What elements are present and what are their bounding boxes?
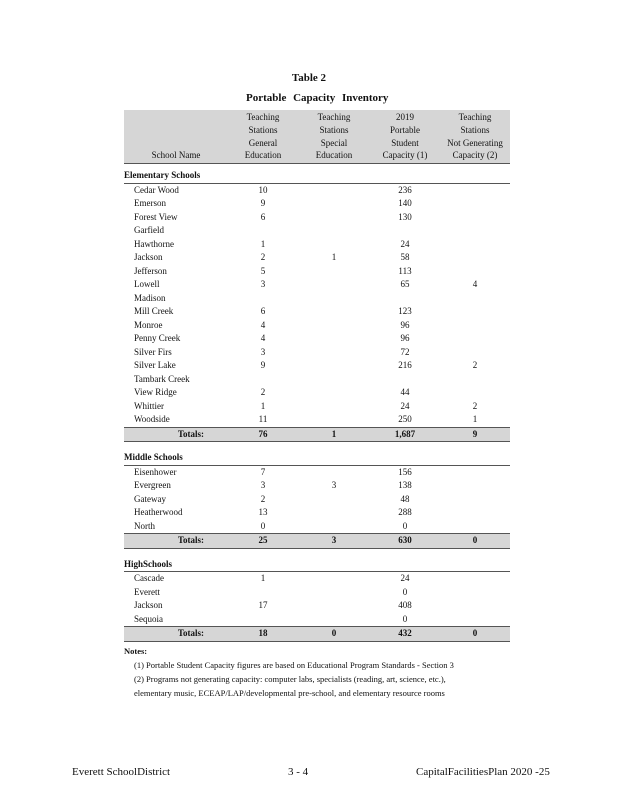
footer-page-number: 3 - 4	[288, 766, 309, 778]
value-cell: 140	[398, 198, 412, 209]
totals-value: 25	[228, 534, 298, 549]
value-cell	[298, 373, 370, 387]
header-portable-capacity: 2019 Portable Student Capacity (1)	[370, 110, 440, 164]
value-cell	[440, 572, 510, 586]
value-cell: 130	[398, 211, 412, 222]
capacity-inventory-table	[124, 110, 510, 642]
value-cell: 1	[331, 252, 337, 263]
table-row	[124, 386, 510, 400]
school-name-cell: Lowell	[134, 279, 160, 290]
value-cell	[370, 292, 440, 306]
value-cell	[440, 520, 510, 534]
school-name-cell: Woodside	[134, 414, 170, 425]
value-cell	[440, 238, 510, 252]
table-row	[124, 572, 510, 586]
totals-value: 3	[298, 534, 370, 549]
table-row	[124, 265, 510, 279]
value-cell	[298, 613, 370, 627]
value-cell	[440, 183, 510, 197]
value-cell: 0	[260, 520, 266, 531]
value-cell: 1	[472, 414, 478, 425]
table-row	[124, 346, 510, 360]
value-cell: 58	[400, 252, 410, 263]
table-title: Portable Capacity Inventory	[246, 92, 389, 104]
value-cell	[440, 613, 510, 627]
value-cell: 138	[398, 480, 412, 491]
value-cell	[440, 211, 510, 225]
value-cell	[440, 197, 510, 211]
value-cell: 10	[258, 184, 268, 195]
value-cell: 72	[400, 346, 410, 357]
value-cell: 9	[260, 360, 266, 371]
value-cell: 2	[260, 387, 266, 398]
header-school-name: School Name	[124, 110, 228, 164]
school-name-cell: Jackson	[134, 252, 163, 263]
totals-value: 432	[370, 627, 440, 642]
value-cell: 1	[260, 238, 266, 249]
notes-heading: Notes:	[124, 646, 148, 656]
value-cell: 156	[398, 466, 412, 477]
school-name-cell: Silver Lake	[134, 360, 176, 371]
value-cell: 2	[260, 252, 266, 263]
totals-value: 630	[370, 534, 440, 549]
school-name-cell: Madison	[134, 292, 166, 303]
value-cell: 24	[400, 400, 410, 411]
value-cell	[228, 292, 298, 306]
value-cell: 288	[398, 507, 412, 518]
table-row	[124, 305, 510, 319]
table-row	[124, 197, 510, 211]
table-row	[124, 332, 510, 346]
table-row	[124, 359, 510, 373]
value-cell: 236	[398, 184, 412, 195]
totals-row	[124, 534, 510, 549]
value-cell	[228, 586, 298, 600]
totals-value: 0	[440, 627, 510, 642]
value-cell: 4	[260, 319, 266, 330]
value-cell	[298, 586, 370, 600]
totals-label: Totals:	[124, 627, 228, 642]
value-cell	[298, 224, 370, 238]
value-cell	[440, 373, 510, 387]
value-cell: 0	[402, 520, 408, 531]
header-special-education: Teaching Stations Special Education	[298, 110, 370, 164]
value-cell: 4	[260, 333, 266, 344]
value-cell	[440, 479, 510, 493]
note-line: elementary music, ECEAP/LAP/developmental pre-school, and elementary resource rooms	[134, 688, 445, 698]
table-row	[124, 599, 510, 613]
table-row	[124, 479, 510, 493]
table-row	[124, 465, 510, 479]
value-cell	[298, 183, 370, 197]
note-line: (2) Programs not generating capacity: computer labs, specialists (reading, art, science, etc.),	[134, 674, 446, 684]
table-row	[124, 292, 510, 306]
value-cell: 408	[398, 600, 412, 611]
value-cell	[228, 373, 298, 387]
value-cell: 96	[400, 333, 410, 344]
value-cell	[440, 386, 510, 400]
value-cell	[298, 493, 370, 507]
school-name-cell: Silver Firs	[134, 346, 172, 357]
value-cell	[298, 520, 370, 534]
value-cell	[370, 224, 440, 238]
value-cell	[298, 359, 370, 373]
table-row	[124, 183, 510, 197]
value-cell	[298, 572, 370, 586]
value-cell: 1	[260, 400, 266, 411]
value-cell	[370, 373, 440, 387]
value-cell: 3	[331, 480, 337, 491]
table-row	[124, 211, 510, 225]
value-cell: 96	[400, 319, 410, 330]
value-cell: 2	[472, 360, 478, 371]
section-header	[124, 446, 510, 465]
value-cell	[298, 599, 370, 613]
value-cell	[440, 599, 510, 613]
school-name-cell: Hawthorne	[134, 238, 174, 249]
school-name-cell: Whittier	[134, 400, 164, 411]
value-cell	[298, 292, 370, 306]
notes	[124, 644, 544, 700]
school-name-cell: Monroe	[134, 319, 163, 330]
value-cell: 11	[258, 414, 268, 425]
totals-row	[124, 627, 510, 642]
value-cell	[440, 346, 510, 360]
table-row	[124, 613, 510, 627]
value-cell: 250	[398, 414, 412, 425]
value-cell	[298, 386, 370, 400]
totals-value: 0	[298, 627, 370, 642]
totals-label: Totals:	[124, 427, 228, 442]
value-cell	[298, 506, 370, 520]
school-name-cell: Cedar Wood	[134, 184, 179, 195]
value-cell: 4	[472, 279, 478, 290]
totals-value: 18	[228, 627, 298, 642]
value-cell	[298, 319, 370, 333]
value-cell	[440, 506, 510, 520]
value-cell	[440, 251, 510, 265]
value-cell: 2	[260, 493, 266, 504]
value-cell	[440, 332, 510, 346]
section-title: Middle Schools	[124, 446, 510, 465]
school-name-cell: Tambark Creek	[134, 373, 190, 384]
school-name-cell: Garfield	[134, 225, 164, 236]
school-name-cell: North	[134, 520, 155, 531]
value-cell: 7	[260, 466, 266, 477]
value-cell	[228, 224, 298, 238]
value-cell	[440, 586, 510, 600]
section-header	[124, 553, 510, 572]
value-cell	[298, 413, 370, 427]
school-name-cell: Heatherwood	[134, 507, 183, 518]
value-cell: 9	[260, 198, 266, 209]
value-cell: 123	[398, 306, 412, 317]
section-title: HighSchools	[124, 553, 510, 572]
totals-value: 1	[298, 427, 370, 442]
school-name-cell: Forest View	[134, 211, 178, 222]
school-name-cell: Gateway	[134, 493, 166, 504]
value-cell	[228, 613, 298, 627]
totals-value: 0	[440, 534, 510, 549]
table-row	[124, 400, 510, 414]
school-name-cell: Evergreen	[134, 480, 171, 491]
table-row	[124, 238, 510, 252]
value-cell: 2	[472, 400, 478, 411]
value-cell: 113	[398, 265, 412, 276]
value-cell: 6	[260, 211, 266, 222]
school-name-cell: Everett	[134, 586, 160, 597]
section-title: Elementary Schools	[124, 164, 510, 184]
table-row	[124, 493, 510, 507]
footer-district: Everett SchoolDistrict	[72, 766, 171, 778]
value-cell: 6	[260, 306, 266, 317]
school-name-cell: Sequoia	[134, 613, 163, 624]
header-row	[124, 110, 510, 164]
header-general-education: Teaching Stations General Education	[228, 110, 298, 164]
value-cell: 48	[400, 493, 410, 504]
value-cell: 24	[400, 238, 410, 249]
section-header	[124, 164, 510, 184]
school-name-cell: Cascade	[134, 573, 164, 584]
school-name-cell: View Ridge	[134, 387, 177, 398]
value-cell: 44	[400, 387, 410, 398]
totals-value: 76	[228, 427, 298, 442]
value-cell: 1	[260, 573, 266, 584]
value-cell: 3	[260, 346, 266, 357]
value-cell: 65	[400, 279, 410, 290]
table-row	[124, 251, 510, 265]
table-row	[124, 224, 510, 238]
table-row	[124, 506, 510, 520]
table-row	[124, 278, 510, 292]
value-cell: 3	[260, 279, 266, 290]
value-cell	[298, 265, 370, 279]
value-cell	[440, 493, 510, 507]
note-line: (1) Portable Student Capacity figures are based on Educational Program Standards - Section 3	[134, 660, 454, 670]
value-cell	[440, 265, 510, 279]
value-cell	[298, 197, 370, 211]
header-not-generating: Teaching Stations Not Generating Capacity (2)	[440, 110, 510, 164]
value-cell	[298, 346, 370, 360]
school-name-cell: Emerson	[134, 198, 166, 209]
school-name-cell: Jackson	[134, 600, 163, 611]
school-name-cell: Mill Creek	[134, 306, 174, 317]
school-name-cell: Eisenhower	[134, 466, 177, 477]
value-cell	[440, 224, 510, 238]
table-row	[124, 586, 510, 600]
value-cell: 216	[398, 360, 412, 371]
value-cell: 0	[402, 613, 408, 624]
value-cell	[440, 305, 510, 319]
school-name-cell: Jefferson	[134, 265, 167, 276]
school-name-cell: Penny Creek	[134, 333, 181, 344]
value-cell	[298, 278, 370, 292]
value-cell: 5	[260, 265, 266, 276]
value-cell	[440, 292, 510, 306]
totals-value: 1,687	[370, 427, 440, 442]
value-cell	[440, 319, 510, 333]
totals-row	[124, 427, 510, 442]
value-cell: 3	[260, 480, 266, 491]
table-row	[124, 373, 510, 387]
totals-value: 9	[440, 427, 510, 442]
table-row	[124, 520, 510, 534]
table-number: Table 2	[291, 72, 327, 84]
value-cell	[440, 465, 510, 479]
totals-label: Totals:	[124, 534, 228, 549]
value-cell: 24	[400, 573, 410, 584]
footer-plan-title: CapitalFacilitiesPlan 2020 -25	[416, 766, 550, 778]
value-cell	[298, 211, 370, 225]
table-row	[124, 319, 510, 333]
value-cell	[298, 238, 370, 252]
value-cell	[298, 305, 370, 319]
table-row	[124, 413, 510, 427]
value-cell: 0	[402, 586, 408, 597]
value-cell	[298, 332, 370, 346]
value-cell: 13	[258, 507, 268, 518]
value-cell	[298, 400, 370, 414]
value-cell	[298, 465, 370, 479]
value-cell: 17	[258, 600, 268, 611]
